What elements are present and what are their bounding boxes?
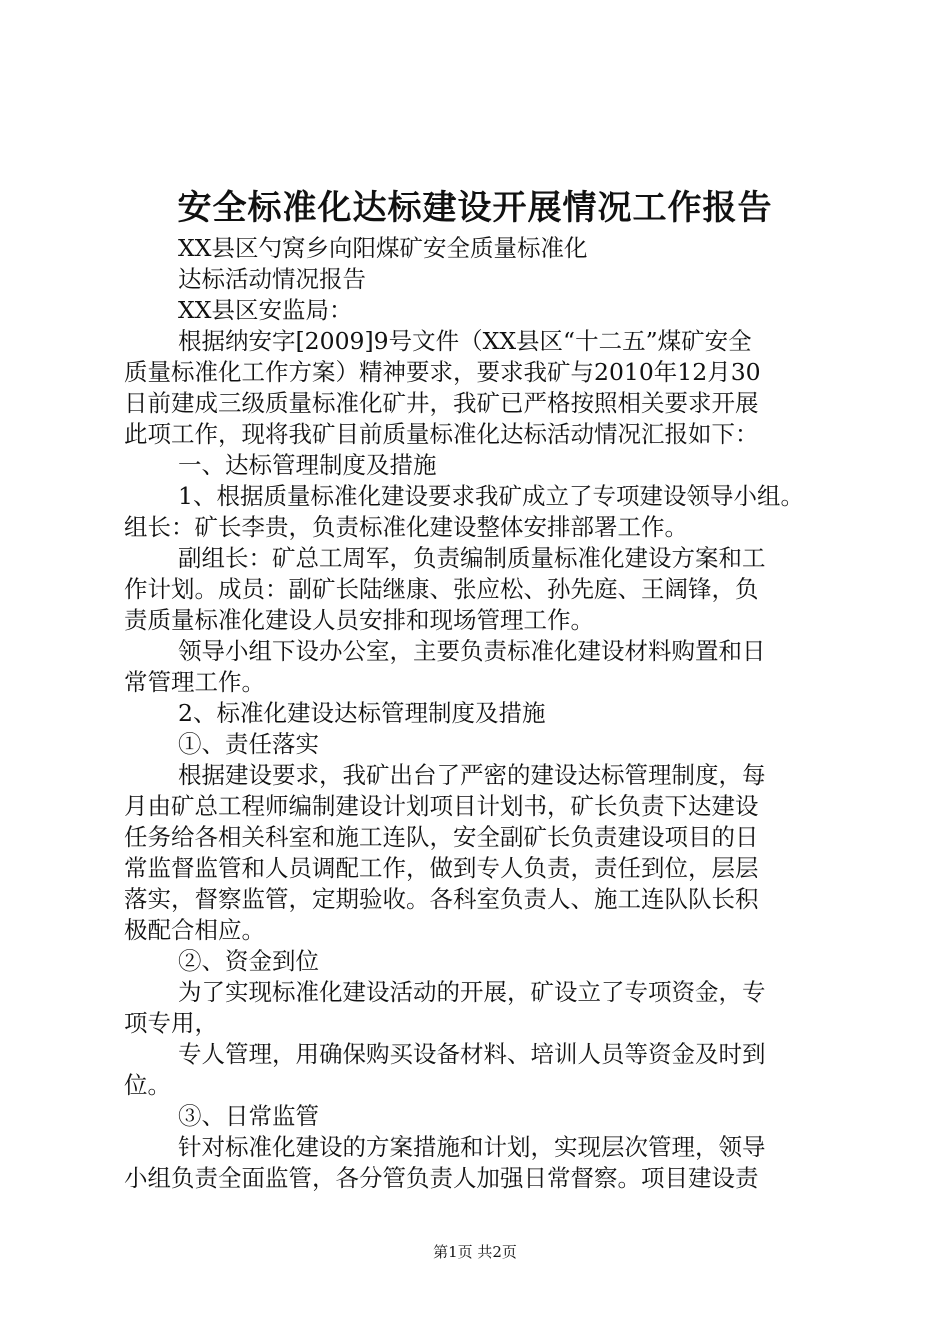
body-line: 作计划。成员：副矿长陆继康、张应松、孙先庭、王阔锋，负 (124, 575, 759, 603)
section-heading: 一、达标管理制度及措施 (178, 451, 437, 479)
paragraph-first-line: 针对标准化建设的方案措施和计划，实现层次管理，领导 (178, 1133, 766, 1161)
body-line: 任务给各相关科室和施工连队，安全副矿长负责建设项目的日 (124, 823, 759, 851)
page-footer: 第1页 共2页 (433, 1243, 517, 1261)
body-line: 小组负责全面监管，各分管负责人加强日常督察。项目建设责 (124, 1164, 759, 1192)
paragraph-first-line: 副组长：矿总工周军，负责编制质量标准化建设方案和工 (178, 544, 766, 572)
body-line: 质量标准化工作方案）精神要求，要求我矿与2010年12月30 (124, 358, 761, 386)
body-line: 常监督监管和人员调配工作，做到专人负责，责任到位，层层 (124, 854, 759, 882)
subsection-heading: 2、标准化建设达标管理制度及措施 (178, 699, 546, 727)
paragraph-first-line: 根据纳安字[2009]9号文件（XX县区“十二五”煤矿安全 (178, 327, 752, 355)
subsection-heading: ①、责任落实 (178, 730, 319, 758)
subsection-heading: ②、资金到位 (178, 947, 319, 975)
body-line: XX县区安监局： (178, 296, 353, 324)
paragraph-first-line: 根据建设要求，我矿出台了严密的建设达标管理制度，每 (178, 761, 766, 789)
body-line: 责质量标准化建设人员安排和现场管理工作。 (124, 606, 594, 634)
body-line: 此项工作，现将我矿目前质量标准化达标活动情况汇报如下： (124, 420, 759, 448)
body-line: 极配合相应。 (124, 916, 265, 944)
body-line: 常管理工作。 (124, 668, 265, 696)
body-line: 位。 (124, 1071, 171, 1099)
body-line: 项专用， (124, 1009, 218, 1037)
paragraph-first-line: 领导小组下设办公室，主要负责标准化建设材料购置和日 (178, 637, 766, 665)
body-line: 日前建成三级质量标准化矿井，我矿已严格按照相关要求开展 (124, 389, 759, 417)
body-line: XX县区勺窝乡向阳煤矿安全质量标准化 (178, 234, 588, 262)
paragraph-first-line: 专人管理，用确保购买设备材料、培训人员等资金及时到 (178, 1040, 766, 1068)
subsection-heading: ③、日常监管 (178, 1102, 319, 1130)
document-body (124, 233, 834, 1194)
body-line: 组长：矿长李贵，负责标准化建设整体安排部署工作。 (124, 513, 688, 541)
paragraph-first-line: 1、根据质量标准化建设要求我矿成立了专项建设领导小组。 (178, 482, 804, 510)
body-line: 落实，督察监管，定期验收。各科室负责人、施工连队队长积 (124, 885, 759, 913)
body-line: 达标活动情况报告 (178, 265, 366, 293)
document-title: 安全标准化达标建设开展情况工作报告 (177, 188, 773, 228)
body-line: 月由矿总工程师编制建设计划项目计划书，矿长负责下达建设 (124, 792, 759, 820)
paragraph-first-line: 为了实现标准化建设活动的开展，矿设立了专项资金，专 (178, 978, 766, 1006)
